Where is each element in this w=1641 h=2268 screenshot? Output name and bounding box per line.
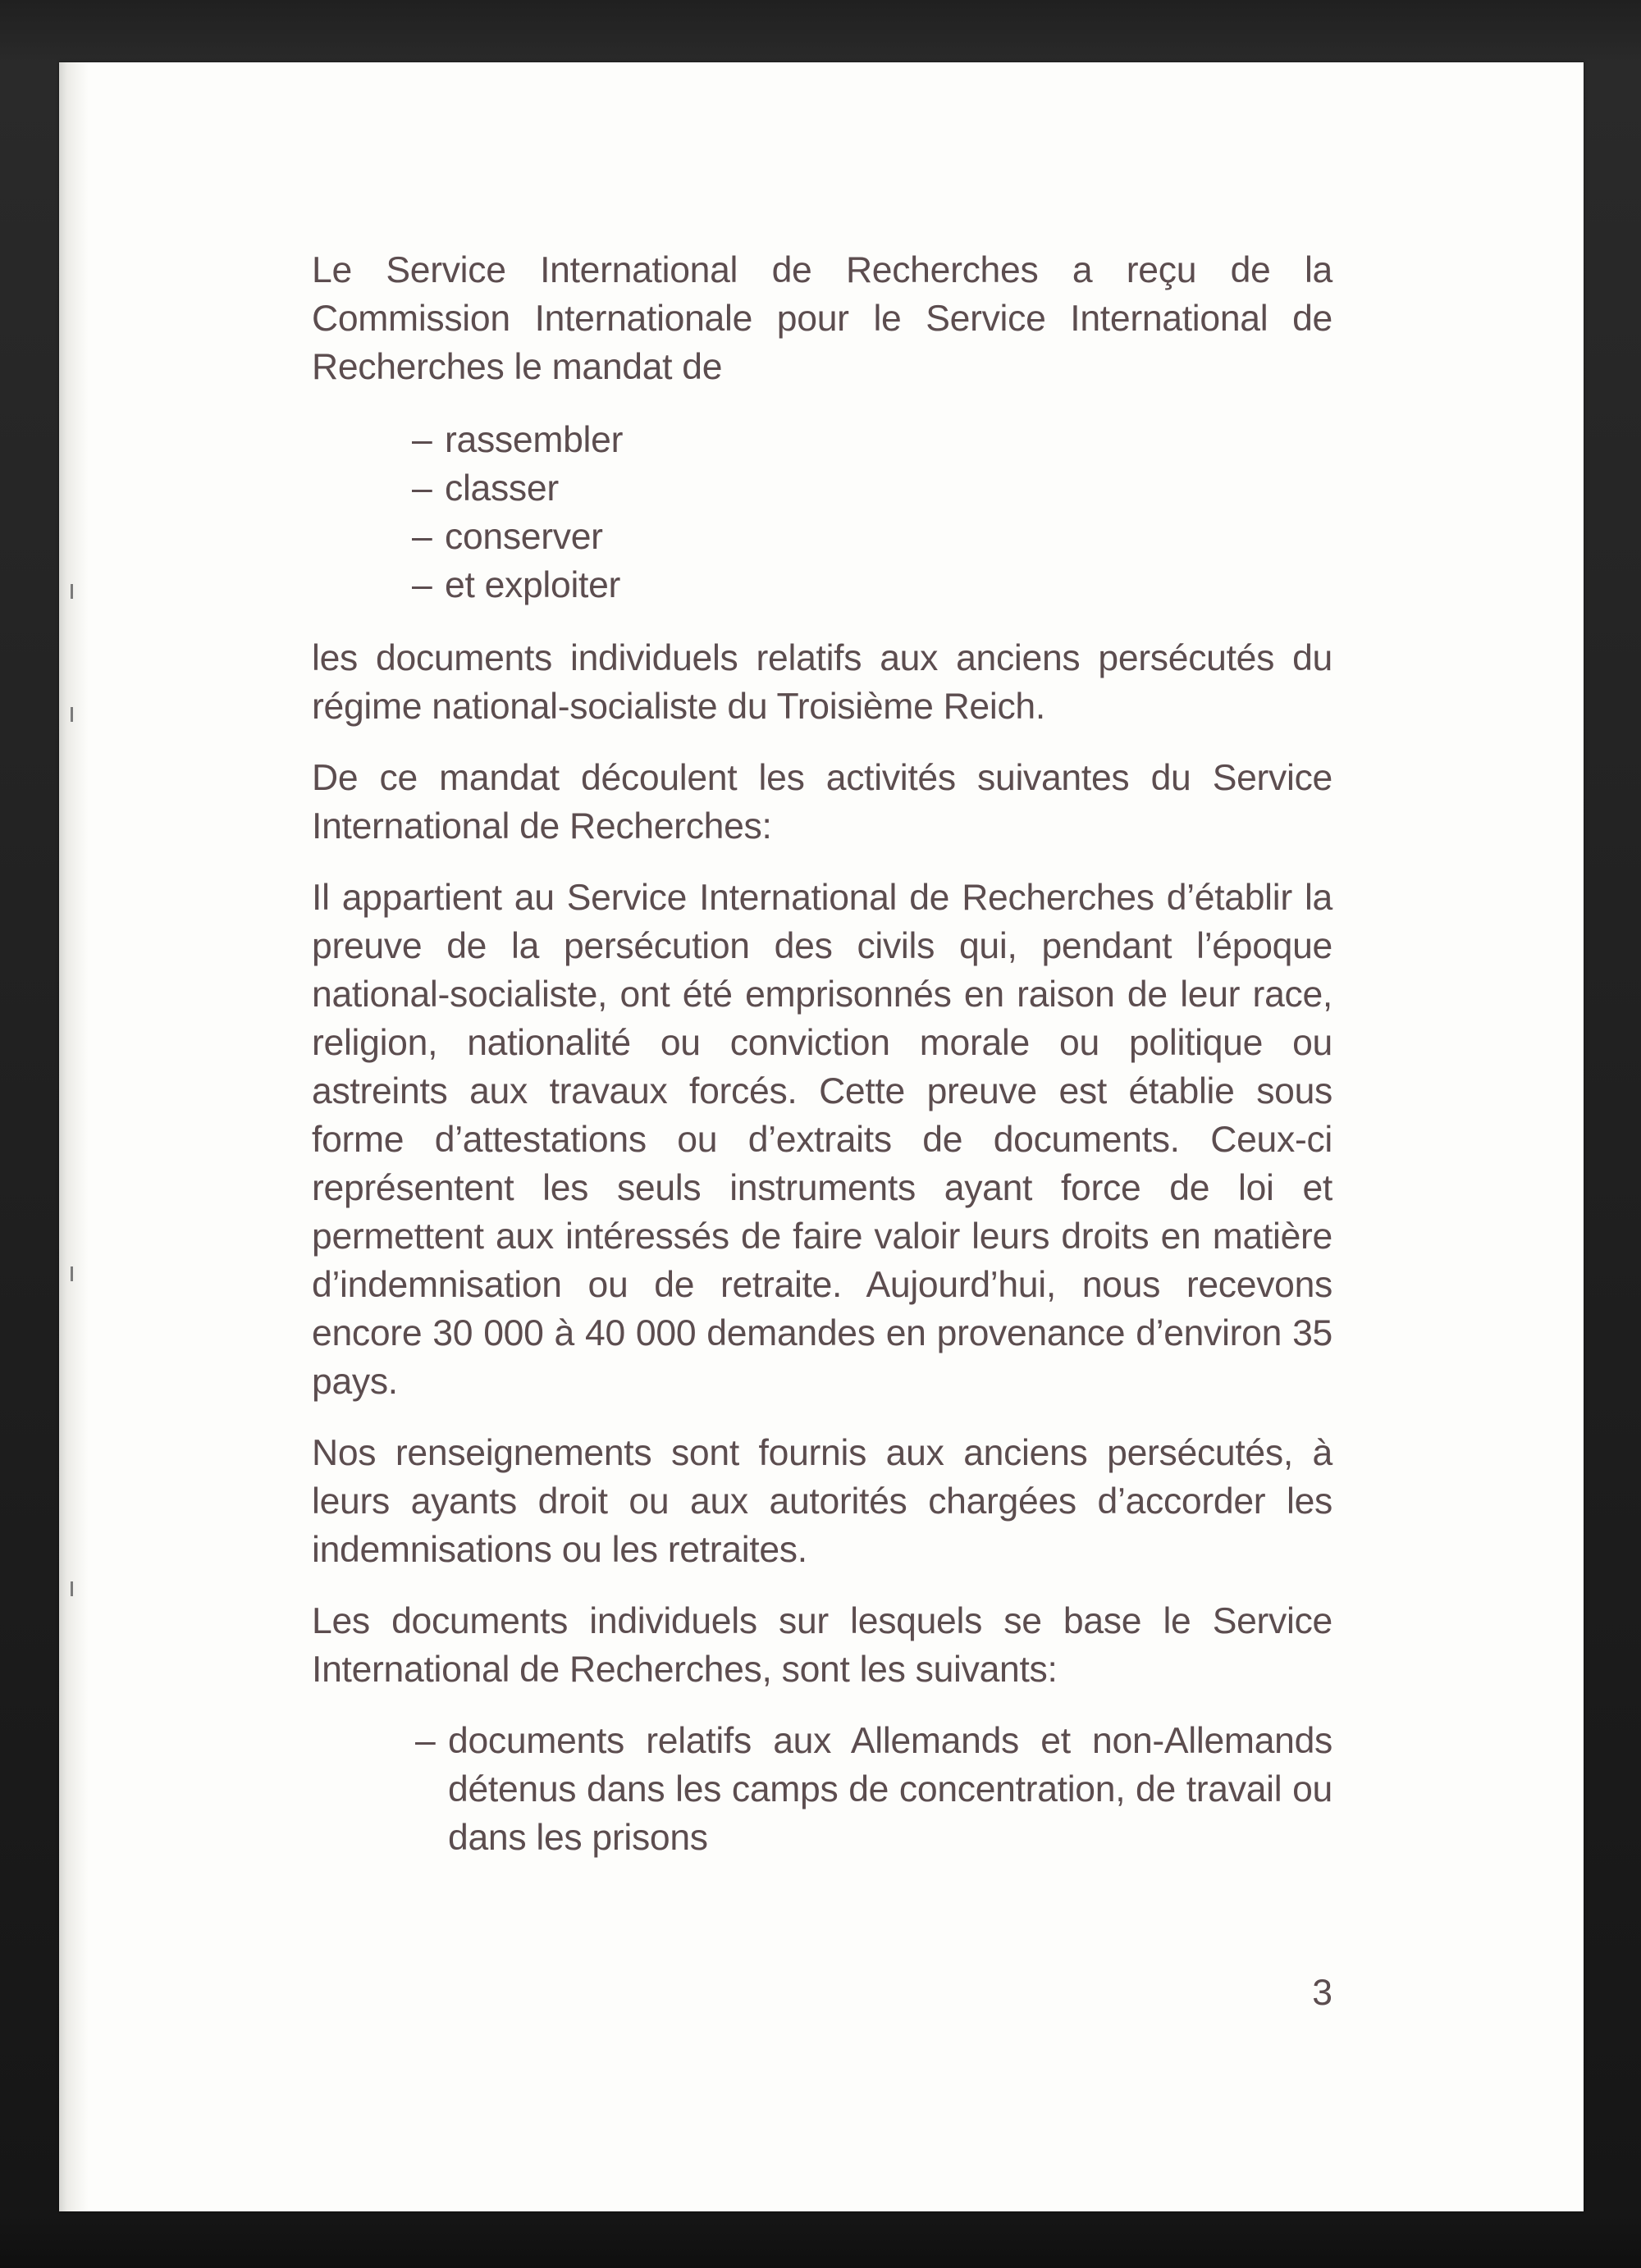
page-binding-shadow bbox=[59, 62, 89, 2211]
binding-mark bbox=[71, 584, 73, 599]
activities-paragraph: De ce mandat découlent les activités suivantes du Service International de Recherches: bbox=[312, 758, 1332, 847]
binding-mark bbox=[71, 707, 73, 722]
binding-mark bbox=[71, 1581, 73, 1596]
binding-mark bbox=[71, 1266, 73, 1281]
mandate-item: – et exploiter bbox=[412, 561, 1332, 609]
mandate-item: – classer bbox=[412, 464, 1332, 513]
documents-paragraph: les documents individuels relatifs aux anciens persécutés du régime national-socialiste du Troisième Reich. bbox=[312, 638, 1332, 727]
mandate-list bbox=[312, 416, 1332, 609]
proof-paragraph: Il appartient au Service International de Recherches d’établir la preuve de la persécution des civils qui, pendant l’époque national-socialiste, ont été emprisonnés en raison de leur race, religion, nationalité ou conviction morale ou politique ou astreints aux travaux forcés. Cette preuve est établie sous forme d’attestations ou d’extraits de documents. Ceux-ci représentent les seuls instruments ayant force de loi et permettent aux intéressés de faire valoir leurs droits en matière d’indemnisation ou de retraite. Aujourd’hui, nous recevons encore 30 000 à 40 000 demandes en provenance d’environ 35 pays. bbox=[312, 878, 1332, 1402]
mandate-item: – conserver bbox=[412, 513, 1332, 561]
mandate-item: – rassembler bbox=[412, 416, 1332, 464]
intro-paragraph: Le Service International de Recherches a reçu de la Commission Internationale pour le Service International de Recherches le mandat de bbox=[312, 250, 1332, 387]
document-type-item: – documents relatifs aux Allemands et non-Allemands détenus dans les camps de concentration, de travail ou dans les prisons bbox=[415, 1717, 1332, 1862]
document-sources-paragraph: Les documents individuels sur lesquels se base le Service International de Recherches, sont les suivants: bbox=[312, 1601, 1332, 1690]
document-types-list bbox=[312, 1717, 1332, 1862]
page-number: 3 bbox=[1312, 1973, 1332, 2013]
body-text bbox=[312, 246, 1332, 1862]
information-paragraph: Nos renseignements sont fournis aux anciens persécutés, à leurs ayants droit ou aux autorités chargées d’accorder les indemnisations ou les retraites. bbox=[312, 1433, 1332, 1570]
